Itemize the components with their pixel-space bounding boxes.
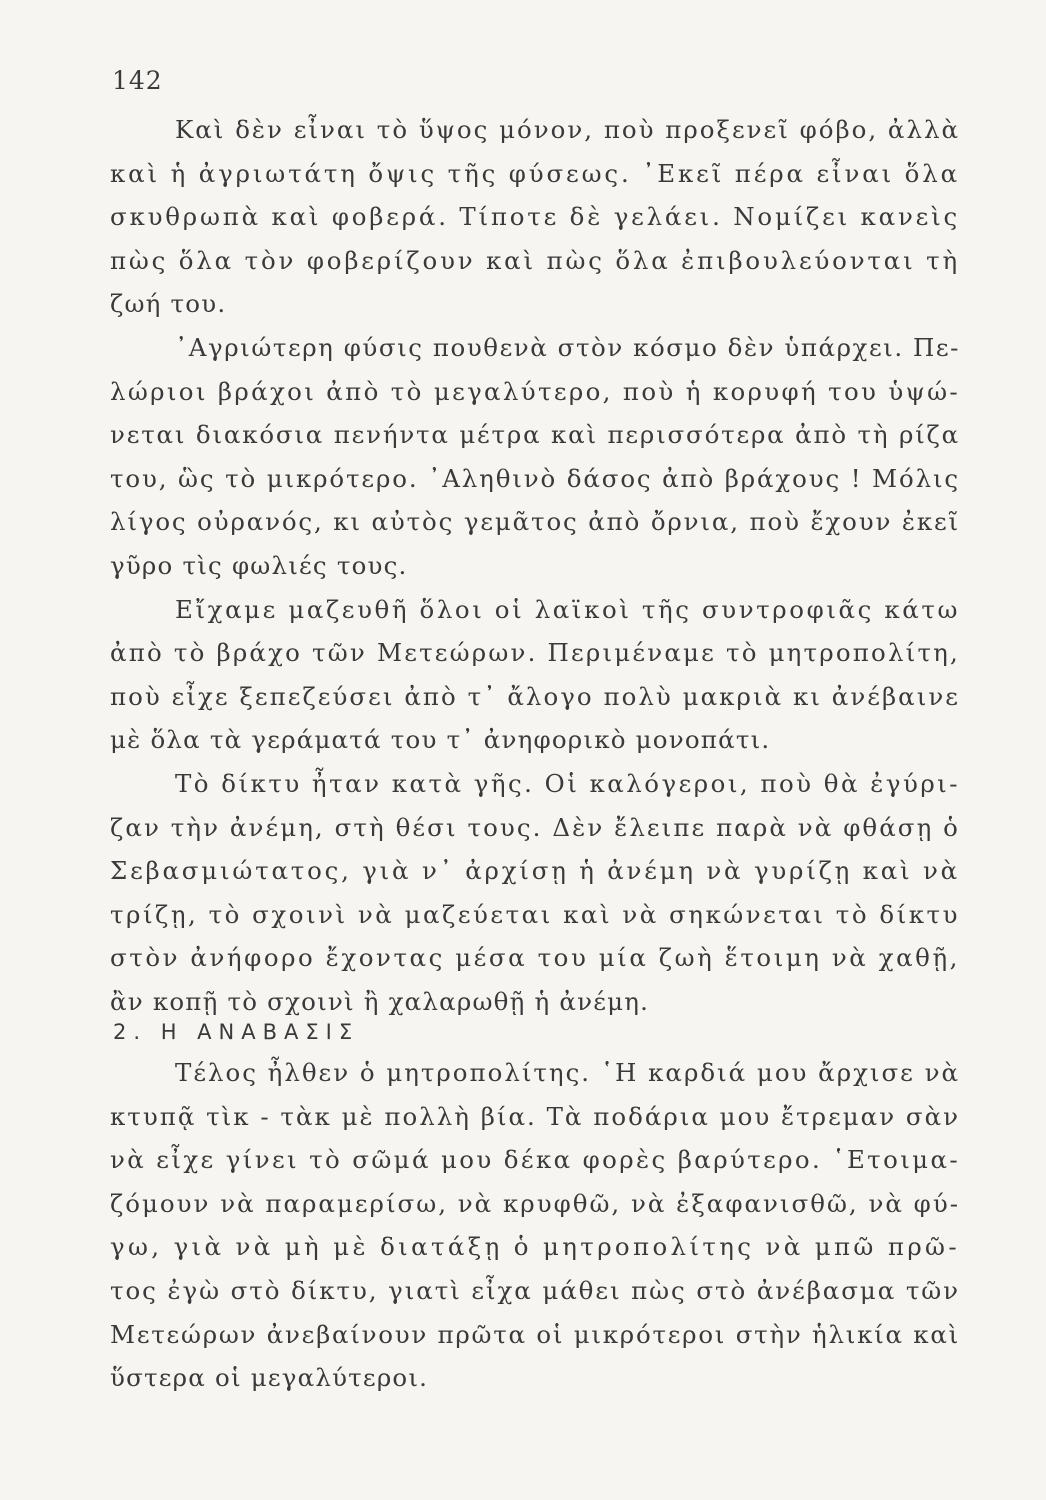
text-line: Μετεώρων ἀνεβαίνουν πρῶτα οἱ μικρότεροι στὴν ἡλικία καὶ	[110, 1319, 960, 1349]
text-line: νὰ εἶχε γίνει τὸ σῶμά μου δέκα φορὲς βαρύτερο. ῾Ετοιμα-	[110, 1145, 960, 1175]
page-number: 142	[112, 66, 163, 95]
text-line: Σεβασμιώτατος, γιὰ ν᾿ ἀρχίσῃ ἡ ἀνέμη νὰ γυρίζῃ καὶ νὰ	[110, 856, 960, 886]
text-line: Τέλος ἦλθεν ὁ μητροπολίτης. ῾Η καρδιά μου ἄρχισε νὰ	[175, 1058, 960, 1087]
text-line: Καὶ δὲν εἶναι τὸ ὕψος μόνον, ποὺ προξενεῖ φόβο, ἀλλὰ	[175, 115, 960, 144]
text-line: τος ἐγὼ στὸ δίκτυ, γιατὶ εἶχα μάθει πὼς στὸ ἀνέβασμα τῶν	[110, 1276, 960, 1305]
section-heading: 2. Η ΑΝΑΒΑΣΙΣ	[113, 1020, 360, 1044]
text-line: ζαν τὴν ἀνέμη, στὴ θέσι τους. Δὲν ἔλειπε παρὰ νὰ φθάσῃ ὁ	[110, 812, 960, 842]
text-line: λίγος οὐρανός, κι αὐτὸς γεμᾶτος ἀπὸ ὄρνια, ποὺ ἔχουν ἐκεῖ	[110, 507, 960, 537]
text-line: μὲ ὅλα τὰ γεράματά του τ᾿ ἀνηφορικὸ μονοπάτι.	[110, 725, 771, 755]
text-line: ἀπὸ τὸ βράχο τῶν Μετεώρων. Περιμέναμε τὸ μητροπολίτη,	[110, 638, 960, 668]
text-line: ζωή του.	[110, 289, 227, 319]
text-line: ζόμουν νὰ παραμερίσω, νὰ κρυφθῶ, νὰ ἐξαφανισθῶ, νὰ φύ-	[110, 1188, 960, 1218]
text-line: του, ὣς τὸ μικρότερο. ᾿Αληθινὸ δάσος ἀπὸ βράχους ! Μόλις	[110, 463, 960, 493]
text-line: νεται διακόσια πενήντα μέτρα καὶ περισσότερα ἀπὸ τὴ ρίζα	[110, 420, 960, 450]
text-line: λώριοι βράχοι ἀπὸ τὸ μεγαλύτερο, ποὺ ἡ κορυφή του ὑψώ-	[110, 376, 960, 406]
text-line: πὼς ὅλα τὸν φοβερίζουν καὶ πὼς ὅλα ἐπιβουλεύονται τὴ	[110, 245, 960, 275]
text-line: κτυπᾷ τὶκ - τὰκ μὲ πολλὴ βία. Τὰ ποδάρια μου ἔτρεμαν σὰν	[110, 1101, 960, 1131]
text-line: ἂν κοπῇ τὸ σχοινὶ ἢ χαλαρωθῇ ἡ ἀνέμη.	[110, 987, 650, 1016]
text-line: Τὸ δίκτυ ἦταν κατὰ γῆς. Οἱ καλόγεροι, ποὺ θὰ ἐγύρι-	[175, 769, 960, 798]
text-line: στὸν ἀνήφορο ἔχοντας μέσα του μία ζωὴ ἕτοιμη νὰ χαθῇ,	[110, 943, 960, 973]
text-line: Εἴχαμε μαζευθῆ ὅλοι οἱ λαϊκοὶ τῆς συντροφιᾶς κάτω	[175, 594, 960, 624]
text-line: ᾿Αγριώτερη φύσις πουθενὰ στὸν κόσμο δὲν ὑπάρχει. Πε-	[175, 333, 960, 362]
text-line: ποὺ εἶχε ξεπεζεύσει ἀπὸ τ᾿ ἄλογο πολὺ μακριὰ κι ἀνέβαινε	[110, 681, 960, 711]
text-line: ὕστερα οἱ μεγαλύτεροι.	[110, 1363, 429, 1393]
text-line: γω, γιὰ νὰ μὴ μὲ διατάξῃ ὁ μητροπολίτης νὰ μπῶ πρῶ-	[110, 1232, 960, 1262]
text-line: καὶ ἡ ἀγριωτάτη ὄψις τῆς φύσεως. ᾿Εκεῖ πέρα εἶναι ὅλα	[110, 158, 960, 188]
text-line: τρίζῃ, τὸ σχοινὶ νὰ μαζεύεται καὶ νὰ σηκώνεται τὸ δίκτυ	[110, 899, 960, 929]
text-line: σκυθρωπὰ καὶ φοβερά. Τίποτε δὲ γελάει. Νομίζει κανεὶς	[110, 202, 960, 232]
text-line: γῦρο τὶς φωλιές τους.	[110, 551, 408, 580]
